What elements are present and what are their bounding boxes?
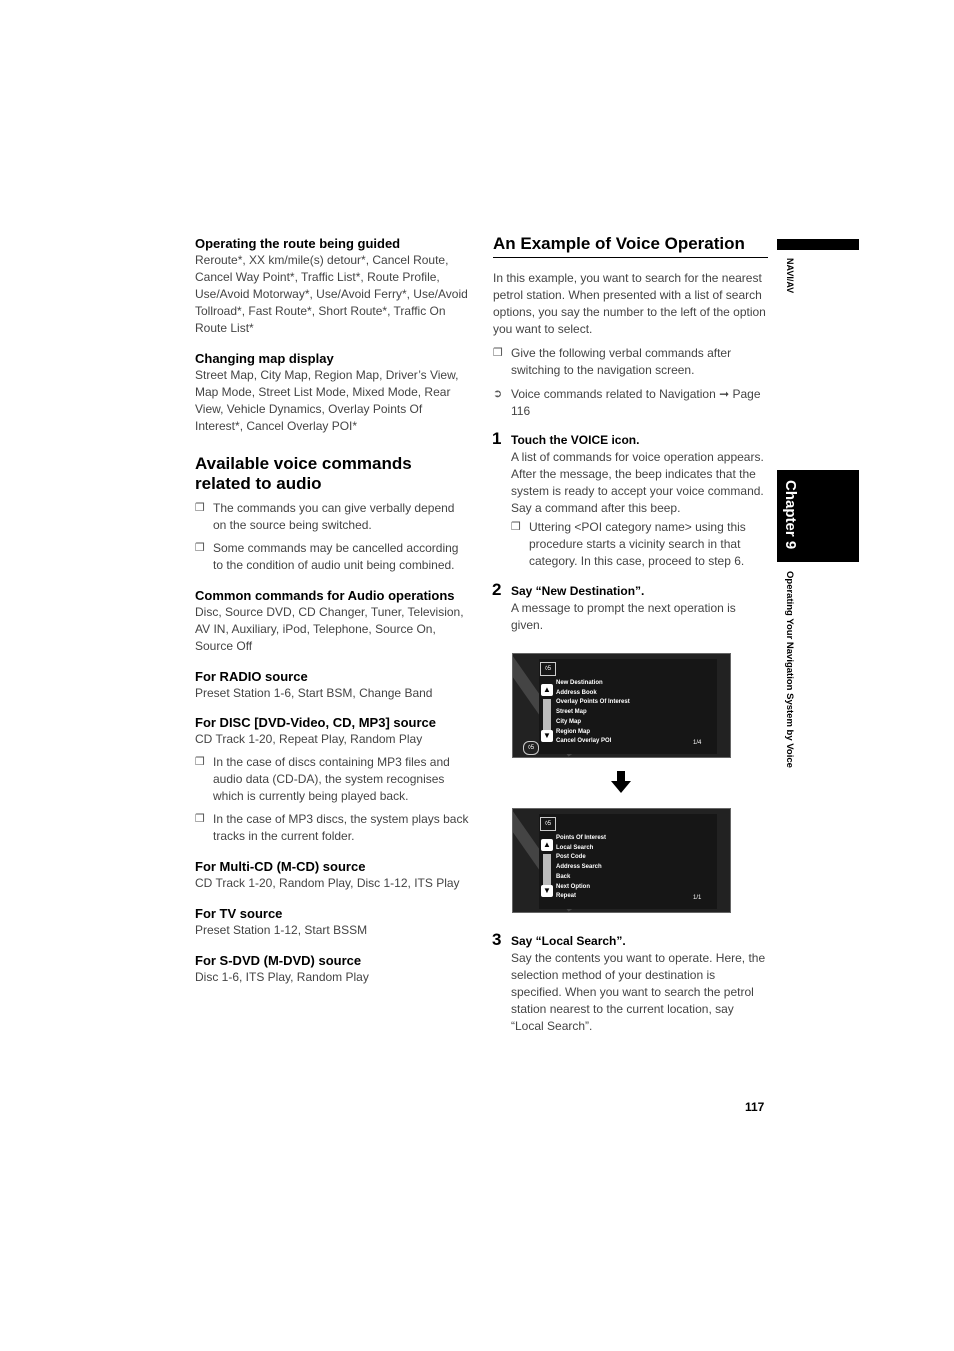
checkbox-icon: ❒ — [195, 756, 205, 768]
disc-heading: For DISC [DVD-Video, CD, MP3] source — [195, 715, 437, 730]
list-item: Next Option — [556, 883, 590, 890]
navi-av-label-wrap — [783, 258, 797, 318]
route-heading: Operating the route being guided — [195, 236, 401, 251]
scroll-up-icon: ▲ — [541, 684, 553, 696]
command-list — [556, 679, 716, 747]
top-tab-bar — [777, 239, 859, 250]
step-text: A message to prompt the next operation is given. — [511, 601, 736, 632]
list-item: Street Map — [556, 709, 587, 716]
step-text: Say the contents you want to operate. Here, the selection method of your destination is specified. When you want to search the petrol station nearest to the current location, say “Local Search”. — [511, 951, 766, 1033]
section-title: An Example of Voice Operation — [493, 234, 768, 258]
page-number: 117 — [745, 1100, 765, 1114]
command-list — [556, 834, 716, 902]
disc-bullet: ❒ In the case of discs containing MP3 files and audio data (CD-DA), the system recognises which is currently being played back. — [195, 755, 450, 803]
list-item: Overlay Points Of Interest — [556, 699, 630, 706]
step-number: 3 — [492, 930, 502, 949]
arrow-icon: ➲ — [493, 388, 503, 400]
page-reference: ➲ Voice commands related to Navigation ➞ Page 116 — [493, 387, 761, 418]
map-text: Street Map, City Map, Region Map, Driver’s View, Map Mode, Street List Mode, Mixed Mode, Rear View, Vehicle Dynamics, Overlay Points Of Interest*, Cancel Overlay POI* — [195, 368, 459, 433]
list-item: Address Search — [556, 864, 602, 871]
tv-heading: For TV source — [195, 906, 283, 921]
step-number: 2 — [492, 580, 502, 599]
list-item: Repeat — [556, 893, 577, 900]
mcd-heading: For Multi-CD (M-CD) source — [195, 859, 366, 874]
list-item: Region Map — [556, 728, 590, 735]
radio-text: Preset Station 1-6, Start BSM, Change Band — [195, 686, 433, 700]
sdvd-heading: For S-DVD (M-DVD) source — [195, 953, 362, 968]
right-column — [493, 234, 768, 634]
voice-icon: ◊5 — [540, 662, 556, 676]
list-item: Back — [556, 873, 571, 880]
step-3 — [492, 930, 768, 1035]
checkbox-icon: ❒ — [195, 502, 205, 514]
checkbox-icon: ❒ — [511, 521, 521, 533]
intro-text: In this example, you want to search for the nearest petrol station. When presented with a list of search options, you say the number to the left of the option you want to select. — [493, 271, 766, 336]
section-label: Operating Your Navigation System by Voice — [784, 571, 795, 768]
step-title: Say “Local Search”. — [511, 934, 626, 948]
page-indicator: 1/1 — [693, 895, 702, 901]
list-item: City Map — [556, 718, 582, 725]
common-text: Disc, Source DVD, CD Changer, Tuner, Television, AV IN, Auxiliary, iPod, Telephone, Source On, Source Off — [195, 605, 464, 653]
checkbox-icon: ❒ — [195, 542, 205, 554]
sdvd-text: Disc 1-6, ITS Play, Random Play — [195, 970, 369, 984]
list-item: Address Book — [556, 689, 597, 696]
left-column — [195, 235, 470, 986]
compass-icon: ◊5 — [523, 741, 539, 755]
step-title: Say “New Destination”. — [511, 584, 645, 598]
disc-text: CD Track 1-20, Repeat Play, Random Play — [195, 732, 423, 746]
audio-bullet: ❒ Some commands may be cancelled according to the condition of audio unit being combined. — [195, 541, 459, 572]
chapter-label: Chapter 9 — [782, 480, 799, 550]
section-label-wrap — [783, 571, 797, 811]
list-item: Local Search — [556, 844, 594, 851]
checkbox-icon: ❒ — [493, 347, 503, 359]
map-heading: Changing map display — [195, 351, 334, 366]
step-2 — [492, 580, 768, 634]
radio-heading: For RADIO source — [195, 669, 308, 684]
common-heading: Common commands for Audio operations — [195, 588, 455, 603]
audio-heading: Available voice commands related to audio — [195, 454, 412, 493]
down-arrow-icon — [611, 771, 631, 793]
page-indicator: 1/4 — [693, 740, 702, 746]
nav-screen-1 — [512, 653, 731, 758]
chapter-tab — [777, 470, 859, 562]
step-title: Touch the VOICE icon. — [511, 433, 640, 447]
list-item: Cancel Overlay POI — [556, 738, 612, 745]
scroll-up-icon: ▲ — [541, 839, 553, 851]
list-item: Points Of Interest — [556, 835, 607, 841]
nav-bullet: ❒ Give the following verbal commands after switching to the navigation screen. — [493, 346, 732, 377]
step-bullet: ❒ Uttering <POI category name> using this procedure starts a vicinity search in that category. In this case, proceed to step 6. — [511, 520, 746, 568]
step-number: 1 — [492, 429, 502, 448]
disc-bullet: ❒ In the case of MP3 discs, the system plays back tracks in the current folder. — [195, 812, 469, 843]
list-item: New Destination — [556, 680, 603, 686]
scroll-down-icon: ▼ — [541, 885, 553, 897]
audio-bullet: ❒ The commands you can give verbally depend on the source being switched. — [195, 501, 455, 532]
step-1 — [492, 429, 768, 570]
navi-av-label: NAVI/AV — [785, 258, 795, 294]
voice-icon: ◊5 — [540, 817, 556, 831]
list-item: Post Code — [556, 854, 586, 861]
step-text: A list of commands for voice operation appears. After the message, the beep indicates that the system is ready to accept your voice command. Say a command after this beep. — [511, 450, 764, 515]
mcd-text: CD Track 1-20, Random Play, Disc 1-12, ITS Play — [195, 876, 460, 890]
nav-screen-2 — [512, 808, 731, 913]
route-text: Reroute*, XX km/mile(s) detour*, Cancel Route, Cancel Way Point*, Traffic List*, Route Profile, Use/Avoid Motorway*, Use/Avoid Ferry*, Use/Avoid Tollroad*, Fast Route*, Short Route*, Traffic On Route List* — [195, 253, 468, 335]
tv-text: Preset Station 1-12, Start BSSM — [195, 923, 368, 937]
scroll-down-icon: ▼ — [541, 730, 553, 742]
checkbox-icon: ❒ — [195, 813, 205, 825]
